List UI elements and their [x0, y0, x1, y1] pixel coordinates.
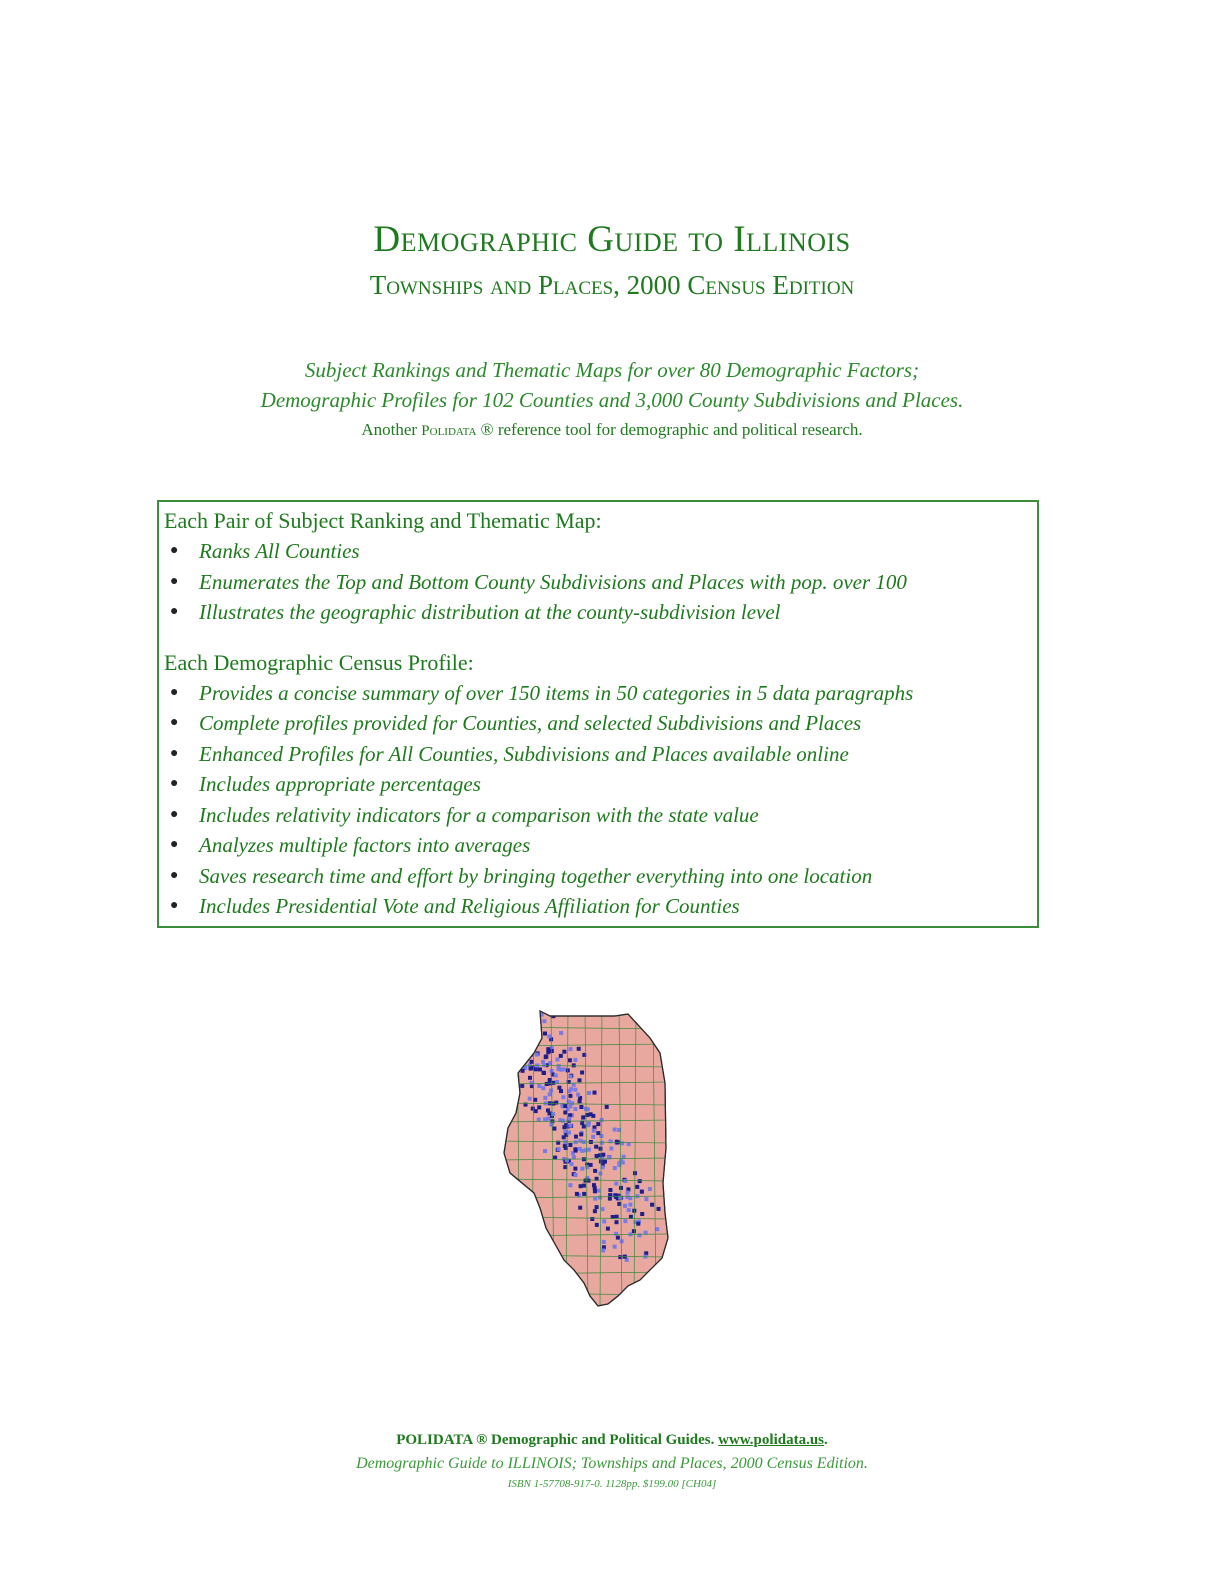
density-mark — [561, 1095, 565, 1099]
density-mark — [520, 1021, 524, 1025]
density-mark — [613, 1166, 617, 1170]
list-item-text: Complete profiles provided for Counties, and selected Subdivisions and Places — [199, 711, 862, 735]
density-mark — [580, 1167, 584, 1171]
list-item-text: Analyzes multiple factors into averages — [199, 833, 531, 857]
density-mark — [638, 1179, 642, 1183]
density-mark — [655, 1227, 659, 1231]
density-mark — [622, 1155, 626, 1159]
density-mark — [541, 1086, 545, 1090]
density-mark — [556, 1141, 560, 1145]
density-mark — [609, 1139, 613, 1143]
density-mark — [508, 1015, 512, 1019]
density-mark — [593, 1209, 597, 1213]
density-mark — [537, 1105, 541, 1109]
density-mark — [620, 1141, 624, 1145]
density-mark — [593, 1091, 597, 1095]
density-mark — [595, 1154, 599, 1158]
density-mark — [626, 1191, 630, 1195]
density-mark — [511, 1018, 515, 1022]
bullet-icon: ● — [170, 898, 179, 913]
density-mark — [543, 1096, 547, 1100]
tagline-line-1: Subject Rankings and Thematic Maps for over 80 Demographic Factors; — [304, 358, 920, 382]
density-mark — [522, 1056, 526, 1060]
density-mark — [507, 1014, 511, 1018]
density-mark — [600, 1118, 604, 1122]
density-mark — [567, 1117, 571, 1121]
density-mark — [529, 1081, 533, 1085]
density-mark — [623, 1179, 627, 1183]
density-mark — [537, 1118, 541, 1122]
density-mark — [601, 1207, 605, 1211]
density-mark — [569, 1047, 573, 1051]
brand-name: Polidata — [421, 423, 477, 439]
density-mark — [614, 1232, 618, 1236]
tagline-line-3-before: Another — [361, 420, 422, 439]
density-mark — [516, 1024, 520, 1028]
bullet-icon: ● — [170, 604, 179, 619]
density-mark — [567, 1131, 571, 1135]
density-mark — [568, 1058, 572, 1062]
density-mark — [518, 1036, 522, 1040]
density-mark — [522, 1023, 526, 1027]
density-mark — [623, 1204, 627, 1208]
density-mark — [557, 1064, 561, 1068]
list-item-text: Illustrates the geographic distribution at the county-subdivision level — [199, 600, 781, 624]
density-mark — [587, 1091, 591, 1095]
density-mark — [532, 1044, 536, 1048]
density-mark — [609, 1147, 613, 1151]
density-mark — [557, 1086, 561, 1090]
density-mark — [542, 1019, 546, 1023]
tagline-line-2: Demographic Profiles for 102 Counties and 3,000 County Subdivisions and Places. — [260, 388, 964, 412]
density-mark — [614, 1182, 618, 1186]
density-mark — [602, 1240, 606, 1244]
list-item-text: Includes appropriate percentages — [199, 772, 481, 796]
density-mark — [575, 1192, 579, 1196]
density-mark — [627, 1208, 631, 1212]
density-mark — [557, 1147, 561, 1151]
density-mark — [552, 1127, 556, 1131]
density-mark — [562, 1050, 566, 1054]
density-mark — [543, 1032, 547, 1036]
density-mark — [501, 1032, 505, 1036]
density-mark — [593, 1169, 597, 1173]
illinois-thematic-map — [500, 1008, 670, 1308]
density-mark — [620, 1239, 624, 1243]
density-mark — [573, 1088, 577, 1092]
density-mark — [589, 1163, 593, 1167]
bullet-icon: ● — [170, 543, 179, 558]
density-mark — [528, 1076, 532, 1080]
density-mark — [603, 1160, 607, 1164]
profile-feature-list — [164, 678, 1037, 922]
density-mark — [506, 1072, 510, 1076]
density-mark — [623, 1219, 627, 1223]
density-mark — [593, 1189, 597, 1193]
list-item-text: Enhanced Profiles for All Counties, Subdivisions and Places available online — [199, 741, 849, 766]
density-mark — [545, 1082, 549, 1086]
density-mark — [559, 1068, 563, 1072]
density-mark — [543, 1149, 547, 1153]
density-mark — [512, 1094, 516, 1098]
density-mark — [608, 1197, 612, 1201]
density-mark — [535, 1053, 539, 1057]
density-mark — [533, 1098, 537, 1102]
density-mark — [580, 1149, 584, 1153]
density-mark — [606, 1227, 610, 1231]
section-heading-profile: Each Demographic Census Profile: — [164, 649, 474, 675]
density-mark — [591, 1114, 595, 1118]
density-mark — [628, 1203, 632, 1207]
density-mark — [594, 1145, 598, 1149]
density-mark — [574, 1149, 578, 1153]
density-mark — [568, 1183, 572, 1187]
density-mark — [550, 1049, 554, 1053]
bullet-icon: ● — [170, 867, 179, 883]
density-mark — [527, 1048, 531, 1052]
tagline-line-3 — [0, 420, 1224, 440]
density-mark — [563, 1144, 567, 1148]
density-mark — [520, 1084, 524, 1088]
density-mark — [582, 1125, 586, 1129]
density-mark — [618, 1196, 622, 1200]
list-item — [164, 769, 1037, 800]
county-boundary-line — [500, 1293, 670, 1295]
list-item — [164, 800, 1037, 831]
density-mark — [586, 1107, 590, 1111]
list-item-text: Saves research time and effort by bringing together everything into one location — [199, 863, 873, 888]
density-mark — [515, 1029, 519, 1033]
density-mark — [638, 1233, 642, 1237]
density-mark — [578, 1078, 582, 1082]
list-item-text: Ranks All Counties — [199, 539, 360, 563]
bullet-icon: ● — [170, 745, 179, 761]
density-mark — [518, 1052, 522, 1056]
website-link[interactable]: www.polidata.us — [718, 1432, 825, 1448]
list-item — [164, 739, 1037, 770]
bullet-icon: ● — [170, 715, 179, 730]
density-mark — [613, 1245, 617, 1249]
density-mark — [577, 1047, 581, 1051]
density-mark — [579, 1184, 583, 1188]
density-mark — [522, 1047, 526, 1051]
density-mark — [546, 1047, 550, 1051]
density-mark — [595, 1205, 599, 1209]
density-mark — [580, 1071, 584, 1075]
list-item-text: Provides a concise summary of over 150 items in 50 categories in 5 data paragraphs — [199, 680, 914, 705]
density-mark — [632, 1229, 636, 1233]
density-mark — [548, 1092, 552, 1096]
density-mark — [537, 1084, 541, 1088]
density-mark — [517, 1028, 521, 1032]
density-mark — [559, 1054, 563, 1058]
density-mark — [578, 1206, 582, 1210]
density-mark — [572, 1155, 576, 1159]
density-mark — [509, 1085, 513, 1089]
rankings-feature-list — [164, 536, 1037, 628]
list-item — [164, 861, 1037, 892]
density-mark — [542, 1063, 546, 1067]
bullet-icon: ● — [170, 776, 179, 791]
density-mark — [613, 1128, 617, 1132]
list-item — [164, 567, 1037, 598]
density-mark — [538, 1067, 542, 1071]
footer-period: . — [824, 1432, 828, 1448]
list-item — [164, 536, 1037, 567]
density-mark — [616, 1236, 620, 1240]
density-mark — [563, 1111, 567, 1115]
density-mark — [519, 1025, 523, 1029]
density-mark — [582, 1192, 586, 1196]
density-mark — [518, 1022, 522, 1026]
list-item — [164, 678, 1037, 709]
density-mark — [601, 1249, 605, 1253]
density-mark — [516, 1042, 520, 1046]
density-mark — [640, 1212, 644, 1216]
footer-isbn: ISBN 1-57708-917-0. 1128pp. $199.00 [CH04] — [507, 1478, 717, 1490]
density-mark — [573, 1058, 577, 1062]
density-mark — [549, 1089, 553, 1093]
density-mark — [562, 1125, 566, 1129]
density-mark — [592, 1129, 596, 1133]
density-mark — [573, 1107, 577, 1111]
footer-publisher-text: POLIDATA ® Demographic and Political Guides. — [396, 1432, 719, 1448]
density-mark — [579, 1132, 583, 1136]
density-mark — [505, 1021, 509, 1025]
density-mark — [598, 1196, 602, 1200]
density-mark — [574, 1135, 578, 1139]
density-mark — [512, 1044, 516, 1048]
density-mark — [507, 1063, 511, 1067]
density-mark — [513, 1068, 517, 1072]
density-mark — [587, 1179, 591, 1183]
density-mark — [530, 1060, 534, 1064]
density-mark — [657, 1207, 661, 1211]
density-mark — [579, 1105, 583, 1109]
density-mark — [635, 1185, 639, 1189]
density-mark — [596, 1122, 600, 1126]
density-mark — [554, 1074, 558, 1078]
density-mark — [502, 1047, 506, 1051]
list-item — [164, 597, 1037, 628]
section-heading-rankings: Each Pair of Subject Ranking and Thematic Map: — [164, 508, 602, 533]
density-mark — [581, 1115, 585, 1119]
density-mark — [608, 1188, 612, 1192]
footer-publisher-line — [0, 1432, 1224, 1449]
density-mark — [640, 1190, 644, 1194]
density-mark — [596, 1131, 600, 1135]
density-mark — [636, 1222, 640, 1226]
density-mark — [600, 1141, 604, 1145]
density-mark — [648, 1187, 652, 1191]
footer-book-title: Demographic Guide to ILLINOIS; Townships and Places, 2000 Census Edition. — [356, 1455, 868, 1472]
density-mark — [512, 1039, 516, 1043]
density-mark — [650, 1203, 654, 1207]
density-mark — [511, 1040, 515, 1044]
list-item-text: Enumerates the Top and Bottom County Subdivisions and Places with pop. over 100 — [199, 569, 907, 594]
density-mark — [568, 1075, 572, 1079]
density-mark — [644, 1197, 648, 1201]
list-item — [164, 891, 1037, 922]
page-subtitle: Townships and Places, 2000 Census Edition — [369, 270, 855, 300]
density-mark — [605, 1105, 609, 1109]
list-item — [164, 830, 1037, 861]
density-mark — [568, 1089, 572, 1093]
density-mark — [586, 1123, 590, 1127]
density-mark — [590, 1217, 594, 1221]
density-mark — [546, 1108, 550, 1112]
density-mark — [559, 1031, 563, 1035]
density-mark — [517, 1048, 521, 1052]
page-title: Demographic Guide to Illinois — [373, 219, 851, 260]
density-mark — [573, 1167, 577, 1171]
county-boundary-line — [668, 1008, 670, 1308]
list-item-text: Includes relativity indicators for a comparison with the state value — [199, 802, 759, 827]
list-item-text: Includes Presidential Vote and Religious Affiliation for Counties — [199, 894, 740, 918]
density-mark — [556, 1058, 560, 1062]
density-mark — [511, 1033, 515, 1037]
density-mark — [528, 1097, 532, 1101]
density-mark — [591, 1135, 595, 1139]
bullet-icon: ● — [170, 684, 179, 700]
density-mark — [525, 1048, 529, 1052]
bullet-icon: ● — [170, 806, 179, 822]
density-mark — [529, 1032, 533, 1036]
density-mark — [508, 1020, 512, 1024]
density-mark — [574, 1173, 578, 1177]
density-mark — [615, 1220, 619, 1224]
density-mark — [568, 1104, 572, 1108]
density-mark — [568, 1094, 572, 1098]
density-mark — [520, 1050, 524, 1054]
density-mark — [563, 1140, 567, 1144]
density-mark — [570, 1162, 574, 1166]
density-mark — [568, 1143, 572, 1147]
bullet-icon: ● — [170, 837, 179, 852]
density-mark — [568, 1124, 572, 1128]
tagline-line-3-after: ® reference tool for demographic and political research. — [476, 420, 863, 439]
density-mark — [543, 1117, 547, 1121]
density-mark — [598, 1172, 602, 1176]
density-mark — [531, 1107, 535, 1111]
density-mark — [513, 1008, 517, 1011]
density-mark — [599, 1147, 603, 1151]
density-mark — [602, 1219, 606, 1223]
density-mark — [563, 1104, 567, 1108]
density-mark — [544, 1054, 548, 1058]
density-mark — [542, 1071, 546, 1075]
density-mark — [513, 1039, 517, 1043]
density-mark — [534, 1067, 538, 1071]
density-mark — [514, 1039, 518, 1043]
density-mark — [572, 1063, 576, 1067]
density-mark — [547, 1034, 551, 1038]
list-item — [164, 708, 1037, 739]
bullet-icon: ● — [170, 573, 179, 589]
density-mark — [595, 1223, 599, 1227]
density-mark — [550, 1123, 554, 1127]
features-box — [157, 500, 1039, 928]
density-mark — [576, 1093, 580, 1097]
